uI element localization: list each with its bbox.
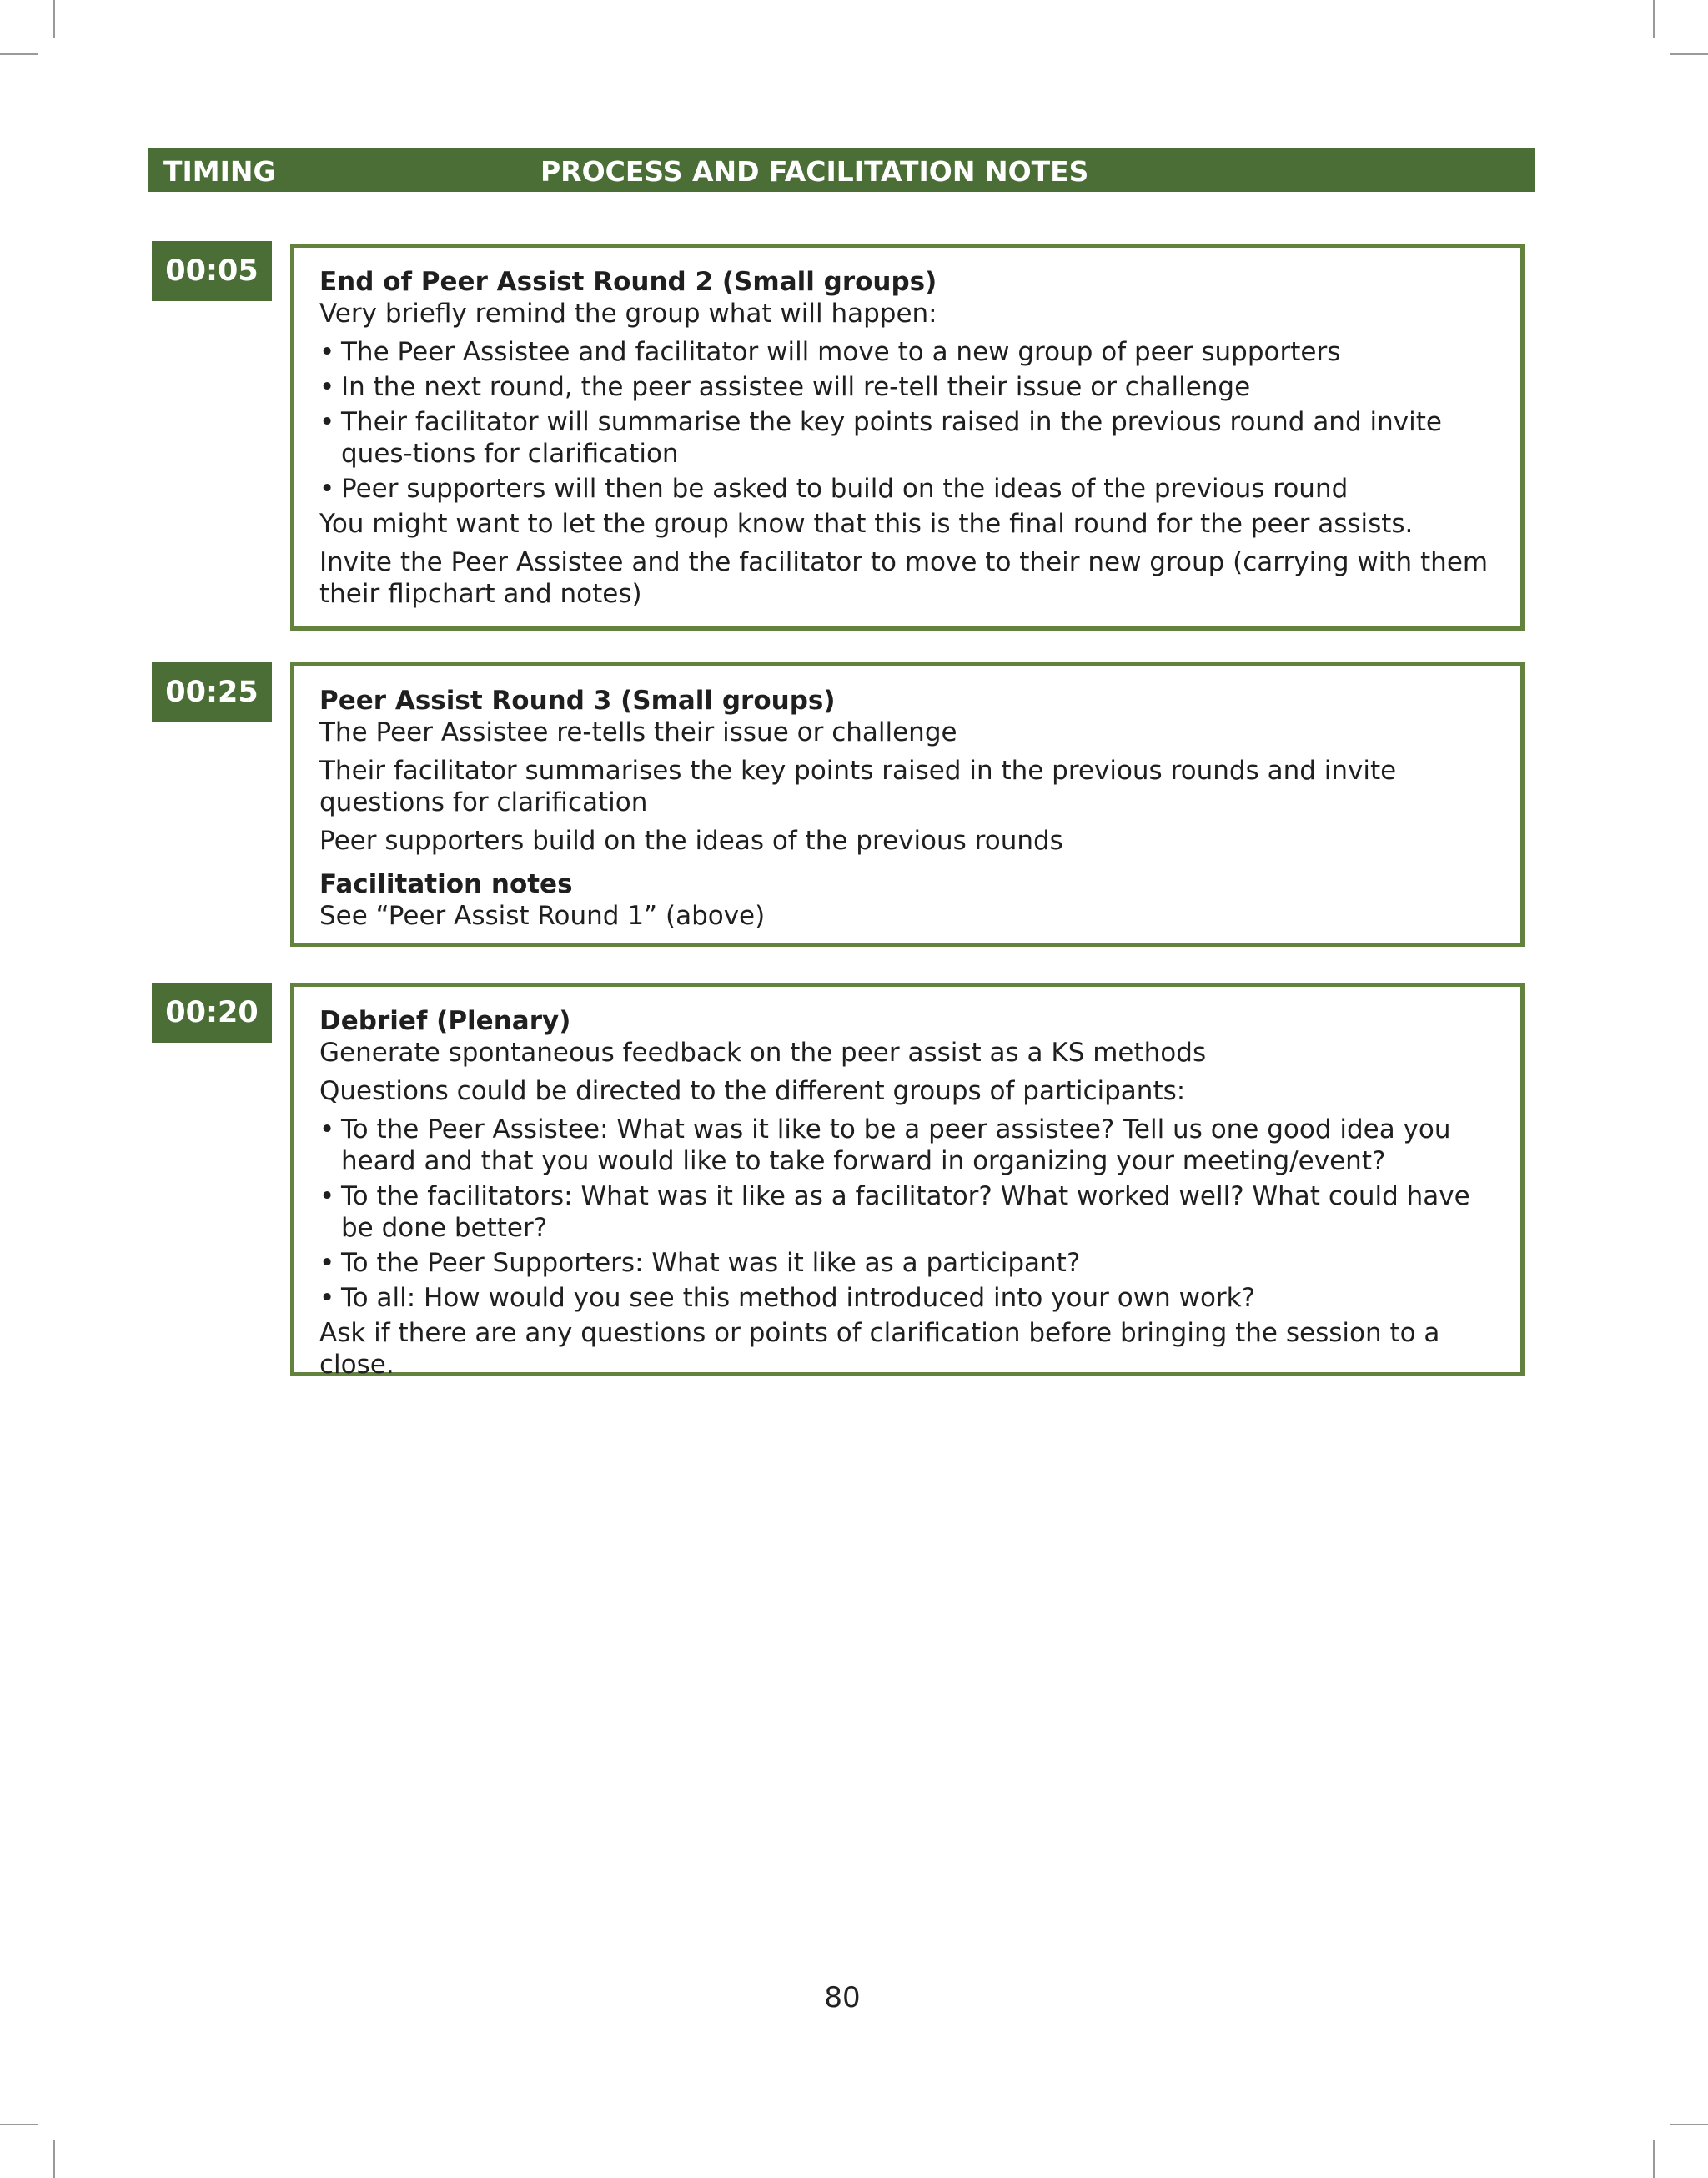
paragraph: Invite the Peer Assistee and the facilitator to move to their new group (carrying with them their flipchart and notes): [319, 547, 1489, 609]
time-badge: 00:25: [152, 662, 272, 722]
paragraph: Generate spontaneous feedback on the peer assist as a KS methods: [319, 1038, 1207, 1068]
time-badge: 00:20: [152, 983, 272, 1043]
time-badge: 00:05: [152, 241, 272, 301]
list-item: • To the Peer Assistee: What was it like to be a peer assistee? Tell us one good idea you heard and that you would like to take forward in organizing your meeting/event?: [319, 1114, 1499, 1177]
paragraph: Peer supporters build on the ideas of the previous rounds: [319, 826, 1063, 856]
list-item: • To all: How would you see this method introduced into your own work?: [319, 1282, 1499, 1314]
timing-column-header: TIMING: [163, 155, 276, 188]
page-number: 80: [824, 1981, 861, 2015]
subheading: Facilitation notes: [319, 869, 573, 899]
bullet-list: [319, 1114, 1499, 1314]
paragraph: Their facilitator summarises the key points raised in the previous rounds and invite questions for clarification: [319, 756, 1397, 817]
section-title: Debrief (Plenary): [319, 1006, 571, 1036]
crop-mark: [1653, 2140, 1655, 2178]
crop-mark: [1653, 0, 1655, 38]
crop-mark: [0, 53, 38, 55]
notes-box: [290, 662, 1525, 947]
paragraph: The Peer Assistee re-tells their issue or challenge: [319, 717, 957, 747]
notes-column-header: PROCESS AND FACILITATION NOTES: [540, 155, 1089, 188]
notes-box: [290, 244, 1525, 631]
list-item: • To the facilitators: What was it like as a facilitator? What worked well? What could have be done better?: [319, 1180, 1499, 1244]
list-item: • Peer supporters will then be asked to build on the ideas of the previous round: [319, 473, 1499, 505]
paragraph: See “Peer Assist Round 1” (above): [319, 901, 766, 931]
table-header: [148, 148, 1535, 192]
crop-mark: [53, 2140, 55, 2178]
notes-box: [290, 983, 1525, 1380]
list-item: • The Peer Assistee and facilitator will move to a new group of peer supporters: [319, 336, 1499, 368]
intro-text: Very briefly remind the group what will happen:: [319, 299, 937, 329]
list-item: • In the next round, the peer assistee will re-tell their issue or challenge: [319, 371, 1499, 403]
list-item: • To the Peer Supporters: What was it like as a participant?: [319, 1247, 1499, 1279]
crop-mark: [53, 0, 55, 38]
paragraph: Questions could be directed to the different groups of participants:: [319, 1076, 1186, 1106]
bullet-list: [319, 336, 1499, 505]
crop-mark: [0, 2124, 38, 2125]
crop-mark: [1670, 53, 1708, 55]
crop-mark: [1670, 2124, 1708, 2125]
paragraph: You might want to let the group know that this is the final round for the peer assists.: [319, 509, 1414, 539]
list-item: • Their facilitator will summarise the key points raised in the previous round and invite ques-tions for clarification: [319, 406, 1499, 470]
paragraph: Ask if there are any questions or points of clarification before bringing the session to a close.: [319, 1318, 1440, 1380]
section-title: Peer Assist Round 3 (Small groups): [319, 686, 836, 716]
section-title: End of Peer Assist Round 2 (Small groups): [319, 267, 937, 297]
